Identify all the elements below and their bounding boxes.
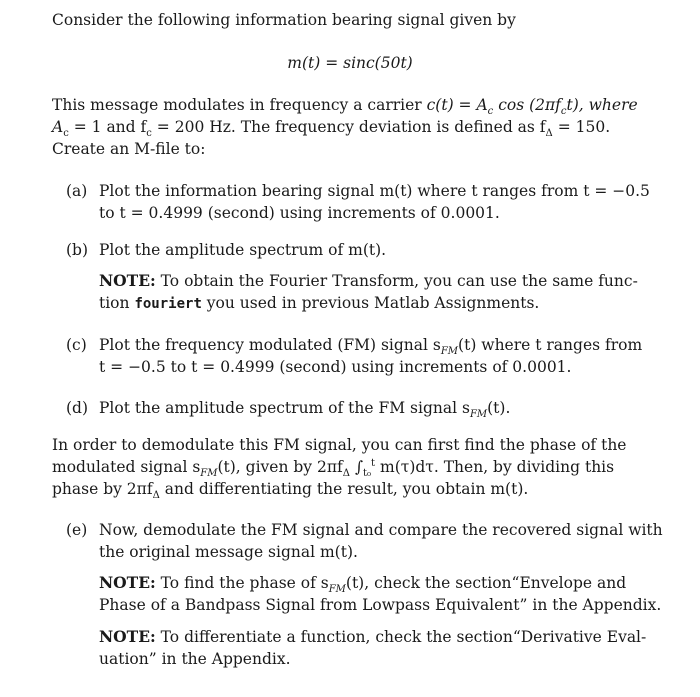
item-e-note-1: NOTE: To find the phase of $s_{FM}(t)$, check the section“Envelope and Phase of a Bandpass Signal from Lowpass Equivalent” in the Appendix.: [99, 573, 662, 614]
para1-line3: Create an M-file to:: [52, 140, 206, 158]
item-c-label: (c): [66, 336, 87, 354]
item-a-body: [99, 180, 671, 224]
fouriert-code: fouriert: [134, 296, 202, 312]
item-a-line1: Plot the information bearing signal m(t) where t ranges from t = −0.5: [99, 182, 650, 200]
carrier-paragraph: [52, 94, 672, 160]
item-e-label: (e): [66, 521, 88, 539]
item-d-label: (d): [66, 399, 89, 417]
item-b-note: NOTE: To obtain the Fourier Transform, you can use the same func- tion fouriert you used in previous Matlab Assignments.: [99, 271, 638, 312]
item-d-body: Plot the amplitude spectrum of the FM signal $s_{FM}(t)$.: [99, 399, 511, 421]
item-b-line1: Plot the amplitude spectrum of m(t).: [99, 241, 387, 259]
item-e-body: Now, demodulate the FM signal and compare the recovered signal with the original message signal m(t).: [99, 521, 663, 561]
item-a-label: (a): [66, 182, 88, 200]
intro-text: Consider the following information bearing signal given by: [52, 11, 516, 29]
item-b-body: [99, 239, 671, 261]
demodulation-paragraph: In order to demodulate this FM signal, you can first find the phase of the modulated signal $s_{FM}(t)$, given by $2\pi f_\Delta$ $\int_{t_0}^t$ m(τ)dτ. Then, by dividing this phase by $2\pi f_\Delta$ and differentiating the result, you obtain m(t).: [52, 436, 627, 502]
item-e-note-2: NOTE: To differentiate a function, check the section“Derivative Eval- uation” in the Appendix.: [99, 627, 647, 668]
message-equation: m(t) = sinc(50t): [287, 54, 413, 72]
para1-text-a: This message modulates in frequency a carrier: [52, 96, 427, 114]
item-b-label: (b): [66, 241, 89, 259]
item-a-line2: to t = 0.4999 (second) using increments of 0.0001.: [99, 204, 500, 222]
para1-line2: $A_c = 1$ and $f_c = 200$ Hz. The frequency deviation is defined as $f_\Delta = 150$.: [52, 118, 611, 140]
carrier-eq: $c(t) = A_c$ $\cos (2\pi f_ct)$, where: [426, 96, 638, 118]
item-c-body: Plot the frequency modulated (FM) signal $s_{FM}(t)$ where t ranges from t = −0.5 to t = 0.4999 (second) using increments of 0.0001.: [99, 336, 643, 376]
